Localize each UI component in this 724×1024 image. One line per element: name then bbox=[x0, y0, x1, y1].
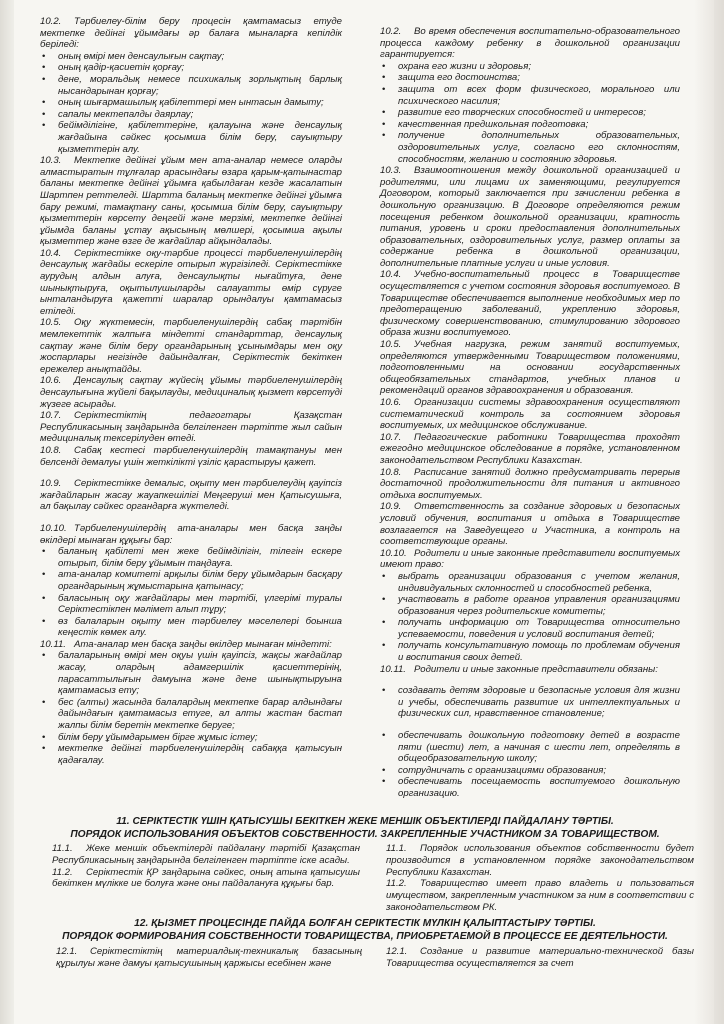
section-11-kz bbox=[52, 843, 360, 890]
section-11-title-ru: ПОРЯДОК ИСПОЛЬЗОВАНИЯ ОБЪЕКТОВ СОБСТВЕННОСТИ. ЗАКРЕПЛЕННЫЕ УЧАСТНИКОМ ЗА ТОВАРИЩЕСТВОМ. bbox=[70, 828, 660, 840]
list-ru-10-11-a bbox=[380, 685, 680, 720]
list-item: • получать консультативную помощь по проблемам обучения и воспитания своих детей. bbox=[398, 640, 680, 663]
spacer bbox=[40, 468, 342, 478]
list-item: • защита его достоинства; bbox=[398, 72, 680, 84]
list-item: • защита от всех форм физического, морального или психического насилия; bbox=[398, 84, 680, 107]
clause-kz-10-7: 10.7. Серіктестіктің педагогтары Қазақстан Республикасының заңдарында белгіленген тәртіпте жыл сайын медициналық тексерілуден өтеді. bbox=[40, 410, 342, 445]
section-11-heading bbox=[40, 816, 690, 841]
clause-kz-10-3: 10.3. Мектепке дейінгі ұйым мен ата-аналар немесе оларды алмастыратын тұлғалар арасындағы өзара қарым-қатынастар баланы мектепке дейінгі ұйымға қабылдаған кезде жасалатын Шартпен реттеледі. Шартта баланың мектепке дейінгі ұйымға бару режимі, тамақтану саны, қосымша білім беру, сауықтыру қызметтерін көрсету деңгейі және мерзімі, мектепке дейінгі ұйымда баланы ұстау ақысының мөлшері, қосымша ақылы қызметтер және өзге де жағдайлар айқындалады. bbox=[40, 155, 342, 248]
clause-ru-10-11: 10.11. Родители и иные законные представители обязаны: bbox=[380, 663, 658, 675]
list-item: • получение дополнительных образовательных, оздоровительных услуг, согласно его склонностям, способностям, желанию и состоянию здоровья. bbox=[398, 130, 680, 165]
clause-kz-10-2: 10.2. Тәрбиелеу-білім беру процесін қамтамасыз етуде мектепке дейінгі ұйымдағы әр балаға мыналарға кепілдік беріледі: bbox=[40, 16, 342, 51]
page-left-edge bbox=[0, 0, 14, 1024]
kazakh-column bbox=[40, 16, 342, 766]
spacer bbox=[380, 675, 680, 685]
list-item: • участвовать в работе органов управления организациями образования через родительские комитеты; bbox=[398, 594, 680, 617]
list-item: • оның өмірі мен денсаулығын сақтау; bbox=[58, 51, 342, 63]
clause-kz-10-11: 10.11. Ата-аналар мен басқа заңды өкілдер мынаған міндетті: bbox=[40, 638, 332, 650]
clause-kz-10-10: 10.10. Тәрбиеленушілердің ата-аналары мен басқа заңды өкілдері мынаған құқығы бар: bbox=[40, 522, 342, 546]
clause-kz-10-8: 10.8. Сабақ кестесі тәрбиеленушілердің тамақтануы мен белсенді демалуы үшін жеткілікті үзіліс қарастыруы қажет. bbox=[40, 444, 342, 468]
section-12-kz bbox=[56, 946, 362, 970]
clause-kz-12-1: 12.1. Серіктестіктің материалдық-техникалық базасының құрылуы және дамуы қатысушының қаржысы есебінен және bbox=[56, 946, 362, 969]
list-item: • баланың қабілеті мен жеке бейімділігін, тілегін ескере отырып, білім беру ұйымын таңдауға. bbox=[58, 546, 342, 569]
clause-kz-11-1: 11.1. Жеке меншік объектілерді пайдалану тәртібі Қазақстан Республикасының заңдарында белгіленген тәртіпте іске асады. bbox=[52, 843, 360, 866]
list-item: • білім беру ұйымдарымен бірге жұмыс істеу; bbox=[58, 732, 342, 744]
list-item: • өз балаларын оқыту мен тәрбиелеу мәселелері боынша кеңестік көмек алу. bbox=[58, 616, 342, 639]
clause-ru-10-8: 10.8. Расписание занятий должно предусматривать перерыв достаточной продолжительности для питания и активного отдыха воспитуемых. bbox=[380, 466, 680, 501]
list-item: • мектепке дейінгі тәрбиеленушілердің сабаққа қатысуын қадағалау. bbox=[58, 743, 342, 766]
list-ru-10-2 bbox=[380, 61, 680, 165]
clause-kz-10-9: 10.9. Серіктестікке демалыс, оқыту мен тәрбиелеудің қауіпсіз жағдайларын жасау жауапкешілігі Меңгеруші мен Қатысушыға, ал бақылау сәйкес органдарға жүктеледі. bbox=[40, 478, 342, 513]
section-12-title-kz: 12. ҚЫЗМЕТ ПРОЦЕСІНДЕ ПАЙДА БОЛҒАН СЕРІКТЕСТІК МҮЛКІН ҚАЛЫПТАСТЫРУ ТӘРТІБІ. bbox=[134, 918, 596, 929]
clause-kz-10-5: 10.5. Оқу жүктемесін, тәрбиеленушілердің сабақ тәртібін мемлекеттік жалпыға міндетті стандарттар, денсаулық сақтау және білім беру органдарының ұсынымдары мен оқу жоспарлары негізінде дайындалған, Серіктестік бекіткен ережелер анықтайды. bbox=[40, 317, 342, 375]
list-item: • баласының оқу жағдайлары мен тәртібі, үлгерімі туралы Серіктестікпен мәлімет алып тұру; bbox=[58, 593, 342, 616]
clause-kz-11-2: 11.2. Серіктестік ҚР заңдарына сәйкес, оның атына қатысушы бекіткен мүлікке ие болуға және оны пайдалануға құқығы бар. bbox=[52, 866, 360, 890]
clause-ru-10-2: 10.2. Во время обеспечения воспитательно-образовательного процесса каждому ребенку в дошкольной организации гарантируется: bbox=[380, 26, 680, 61]
section-11-ru bbox=[386, 843, 694, 914]
clause-ru-10-10: 10.10. Родители и иные законные представители воспитуемых имеют право: bbox=[380, 547, 680, 571]
section-12-title-ru: ПОРЯДОК ФОРМИРОВАНИЯ СОБСТВЕННОСТИ ТОВАРИЩЕСТВА, ПРИОБРЕТАЕМОЙ В ПРОЦЕССЕ ЕЕ ДЕЯТЕЛЬНОСТИ. bbox=[62, 930, 668, 942]
spacer bbox=[380, 720, 680, 730]
russian-column bbox=[380, 26, 680, 800]
list-item: • бейімділігіне, қабілеттеріне, қалауына және денсаулық жағдайына сәйкес қосымша білім беру, сауықтыру қызметтерін алу. bbox=[58, 120, 342, 155]
list-kz-10-2 bbox=[40, 51, 342, 155]
clause-ru-10-9: 10.9. Ответственность за создание здоровых и безопасных условий обучения, воспитания и отдыха в Товариществе возлагается на Заведуещего и Участника, а контроль на соответствующие органы. bbox=[380, 501, 680, 548]
list-kz-10-10 bbox=[40, 546, 342, 639]
clause-ru-10-4: 10.4. Учебно-воспитательный процесс в Товариществе осуществляется с учетом состояния здоровья воспитуемого. В Товариществе обеспечивается выполнение необходимых мер по предотеращению заболеваний, укреплению здоровья, физическому совершенствованию, стимулированию здорового образа жизни воспитуемого. bbox=[380, 269, 680, 339]
list-item: • создавать детям здоровые и безопасные условия для жизни и учебы, обеспечивать развитие их интеллектуальных и физических сил, нравственное становление; bbox=[398, 685, 680, 720]
clause-kz-10-6: 10.6. Денсаулық сақтау жүйесің ұйымы тәрбиеленушілердің денсаулығына жүйелі бақылауды, медициналық қызмет көрсетуді жүзеге асырады. bbox=[40, 375, 342, 410]
list-item: • обеспечивать посещаемость воспитуемого дошкольную организацию. bbox=[398, 776, 680, 799]
section-12-ru bbox=[386, 946, 694, 970]
list-item: • обеспечивать дошкольную подготовку детей в возрасте пяти (шести) лет, а начиная с шести лет, определять в общеобразовательную школу; bbox=[398, 730, 680, 765]
clause-ru-10-3: 10.3. Взаимоотношения между дошкольной организацией и родителями, или лицами их заменяющими, регулируется Договором, который заключается при зачислении ребенка в дошкольную организацию. В Договоре определяются режим посещения ребенком дошкольной организации, кратность питания, уровень и сроки предоставления дополнительных образовательных, оздоровительных услуг, размер оплаты за содержание ребенка в дошкольной организации, дополнительные платные услуги и иные условия. bbox=[380, 165, 680, 269]
list-item: • развитие его творческих способностей и интересов; bbox=[398, 107, 680, 119]
list-item: • качественная предшкольная подготовка; bbox=[398, 119, 680, 131]
list-ru-10-11-b bbox=[380, 730, 680, 800]
clause-ru-11-1: 11.1. Порядок использования объектов собственности будет производится в установленном порядке законодательством Республики Казахстан. bbox=[386, 843, 694, 878]
section-11-title-kz: 11. СЕРІКТЕСТІК ҮШІН ҚАТЫСУШЫ БЕКІТКЕН ЖЕКЕ МЕНШІК ОБЪЕКТІЛЕРДІ ПАЙДАЛАНУ ТӘРТІБІ. bbox=[116, 816, 614, 827]
spacer bbox=[40, 513, 342, 523]
clause-ru-11-2: 11.2. Товарищество имеет право владеть и пользоваться имуществом, закрепленным участником за ним в соответствии с законодательством РК. bbox=[386, 878, 694, 913]
clause-ru-10-6: 10.6. Организации системы здравоохранения осуществляют систематический контроль за состоянием здоровья воспитуемых, их медицинское обслуживание. bbox=[380, 397, 680, 432]
list-item: • оның шығармашылық қабілеттері мен ынтасын дамыту; bbox=[58, 97, 342, 109]
clause-ru-10-7: 10.7. Педагогические работники Товарищества проходят ежегодно медицинское обследование в порядке, установленном законодательством Республики Казахстан. bbox=[380, 431, 680, 466]
list-item: • сотрудничать с организациями образования; bbox=[398, 765, 680, 777]
list-item: • дене, моральдық немесе психикалық зорлықтың барлық нысандарынан қорғау; bbox=[58, 74, 342, 97]
list-item: • охрана его жизни и здоровья; bbox=[398, 61, 680, 73]
list-item: • выбрать организации образования с учетом желания, индивидуальных склонностей и способностей ребенка, bbox=[398, 571, 680, 594]
list-item: • получать информацию от Товарищества относительно успеваемости, поведения и условий воспитания детей; bbox=[398, 617, 680, 640]
list-item: • оның қадір-қасиетін қорғау; bbox=[58, 62, 342, 74]
list-item: • сапалы мектепалды даярлау; bbox=[58, 109, 342, 121]
list-ru-10-10 bbox=[380, 571, 680, 664]
section-12-heading bbox=[40, 918, 690, 943]
clause-ru-10-5: 10.5. Учебная нагрузка, режим занятий воспитуемых, определяются утвержденными Товариществом положениями, подготовленными на основании государственных общеобязательных стандартов, учебных планов и рекомендаций органов здравоохранения и образования. bbox=[380, 339, 680, 397]
clause-ru-12-1: 12.1. Создание и развитие материально-технической базы Товарищества осуществляется за счет bbox=[386, 946, 694, 969]
list-item: • балаларының өмірі мен оқуы үшін қауіпсіз, жақсы жағдайлар жасау, олардың адамгершілік қасиеттерінің, парасаттылығын дамуына және дене шынықтыруына қамтамасыз ету; bbox=[58, 650, 342, 696]
list-kz-10-11 bbox=[40, 650, 342, 766]
list-item: • бес (алты) жасында балалардың мектепке барар алдындағы дайындағын қамтамасыз етуге, ал алты жастан бастап жалпы білім беретін мектепке беруге; bbox=[58, 697, 342, 732]
clause-kz-10-4: 10.4. Серіктестікке оқу-тәрбие процессі тәрбиеленушілердің денсаулық жағдайы ескеріле отырып жүргізіледі. Серіктестікке аурудың алдын алуға, денсаулықты нығайтуға, дене шынықтыруға, оқытылушыларды салауатты өмір сүруге ынталандыруға қажетті шаралар орындалуы қамтамасыз етіледі. bbox=[40, 247, 342, 317]
page-shadow bbox=[694, 0, 724, 1024]
list-item: • ата-аналар комитеті арқылы білім беру ұйымдарын басқару органдарының жұмыстарына қатынасу; bbox=[58, 569, 342, 592]
